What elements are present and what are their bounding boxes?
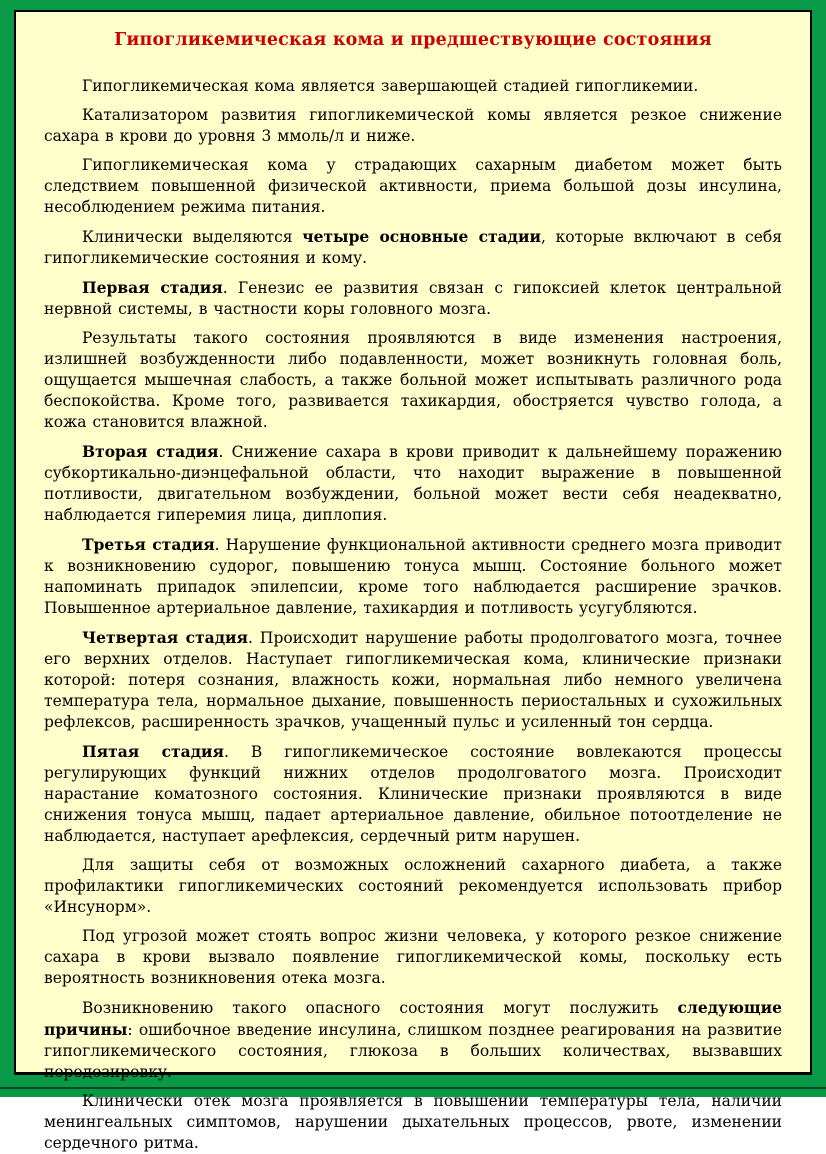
bold-text: Первая стадия bbox=[82, 278, 223, 297]
document-body bbox=[44, 76, 782, 1154]
bold-text: Вторая стадия bbox=[82, 442, 219, 461]
paragraph: Под угрозой может стоять вопрос жизни человека, у которого резкое снижение сахара в крови вызвало появление гипогликемической комы, поскольку есть вероятность возникновения отека мозга. bbox=[44, 927, 782, 987]
bold-text: четыре основные стадии bbox=[302, 227, 541, 246]
paragraph: Клинически отек мозга проявляется в повышении температуры тела, наличии менингеальных симптомов, нарушении дыхательных процессов, рвоте, изменении сердечного ритма. bbox=[44, 1092, 782, 1152]
bottom-accent-line bbox=[0, 1087, 826, 1089]
paragraph: Пятая стадия. В гипогликемическое состояние вовлекаются процессы регулирующих функций нижних отделов продолговатого мозга. Происходит нарастание коматозного состояния. Клинические признаки проявляются в виде снижения тонуса мышц, падает артериальное давление, обильное потоотделение не наблюдается, наступает арефлексия, сердечный ритм нарушен. bbox=[44, 742, 782, 845]
paragraph: Возникновению такого опасного состояния могут послужить следующие причины: ошибочное введение инсулина, слишком позднее реагирования на развитие гипогликемического состояния, глюкоза в больших количествах, вызвавших передозировку. bbox=[44, 998, 782, 1081]
paragraph: Первая стадия. Генезис ее развития связан с гипоксией клеток центральной нервной системы, в частности коры головного мозга. bbox=[44, 278, 782, 318]
paragraph: Вторая стадия. Снижение сахара в крови приводит к дальнейшему поражению субкортикально-диэнцефальной области, что находит выражение в повышенной потливости, двигательном возбуждении, больной может вести себя неадекватно, наблюдается гиперемия лица, диплопия. bbox=[44, 442, 782, 524]
bold-text: Пятая стадия bbox=[82, 742, 224, 761]
paragraph: Гипогликемическая кома является завершающей стадией гипогликемии. bbox=[82, 77, 699, 95]
paragraph: Результаты такого состояния проявляются в виде изменения настроения, излишней возбужденности либо подавленности, может возникнуть головная боль, ощущается мышечная слабость, а также больной может испытывать различного рода беспокойства. Кроме того, развивается тахикардия, обостряется чувство голода, а кожа становится влажной. bbox=[44, 329, 782, 431]
paragraph: Третья стадия. Нарушение функциональной активности среднего мозга приводит к возникновению судорог, повышению тонуса мышц. Состояние больного может напоминать припадок эпилепсии, кроме того наблюдается расширение зрачков. Повышенное артериальное давление, тахикардия и потливость усугубляются. bbox=[44, 535, 782, 617]
bold-text: Третья стадия bbox=[82, 535, 215, 554]
paragraph: Гипогликемическая кома у страдающих сахарным диабетом может быть следствием повышенной физической активности, приема большой дозы инсулина, несоблюдением режима питания. bbox=[44, 156, 782, 216]
page-title: Гипогликемическая кома и предшествующие состояния bbox=[114, 30, 712, 50]
document-panel bbox=[14, 10, 812, 1152]
paragraph: Клинически выделяются четыре основные стадии, которые включают в себя гипогликемические состояния и кому. bbox=[44, 227, 782, 267]
bold-text: следующие причины bbox=[44, 998, 782, 1039]
bold-text: Четвертая стадия bbox=[82, 628, 249, 647]
paragraph: Для защиты себя от возможных осложнений сахарного диабета, а также профилактики гипогликемических состояний рекомендуется использовать прибор «Инсунорм». bbox=[44, 856, 782, 916]
paragraph: Четвертая стадия. Происходит нарушение работы продолговатого мозга, точнее его верхних отделов. Наступает гипогликемическая кома, клинические признаки которой: потеря сознания, влажность кожи, нормальная либо немного увеличена температура тела, нормальное дыхание, повышенность периостальных и сухожильных рефлексов, расширенность зрачков, учащенный пульс и усиленный тон сердца. bbox=[44, 628, 782, 731]
paragraph: Катализатором развития гипогликемической комы является резкое снижение сахара в крови до уровня 3 ммоль/л и ниже. bbox=[44, 106, 782, 145]
